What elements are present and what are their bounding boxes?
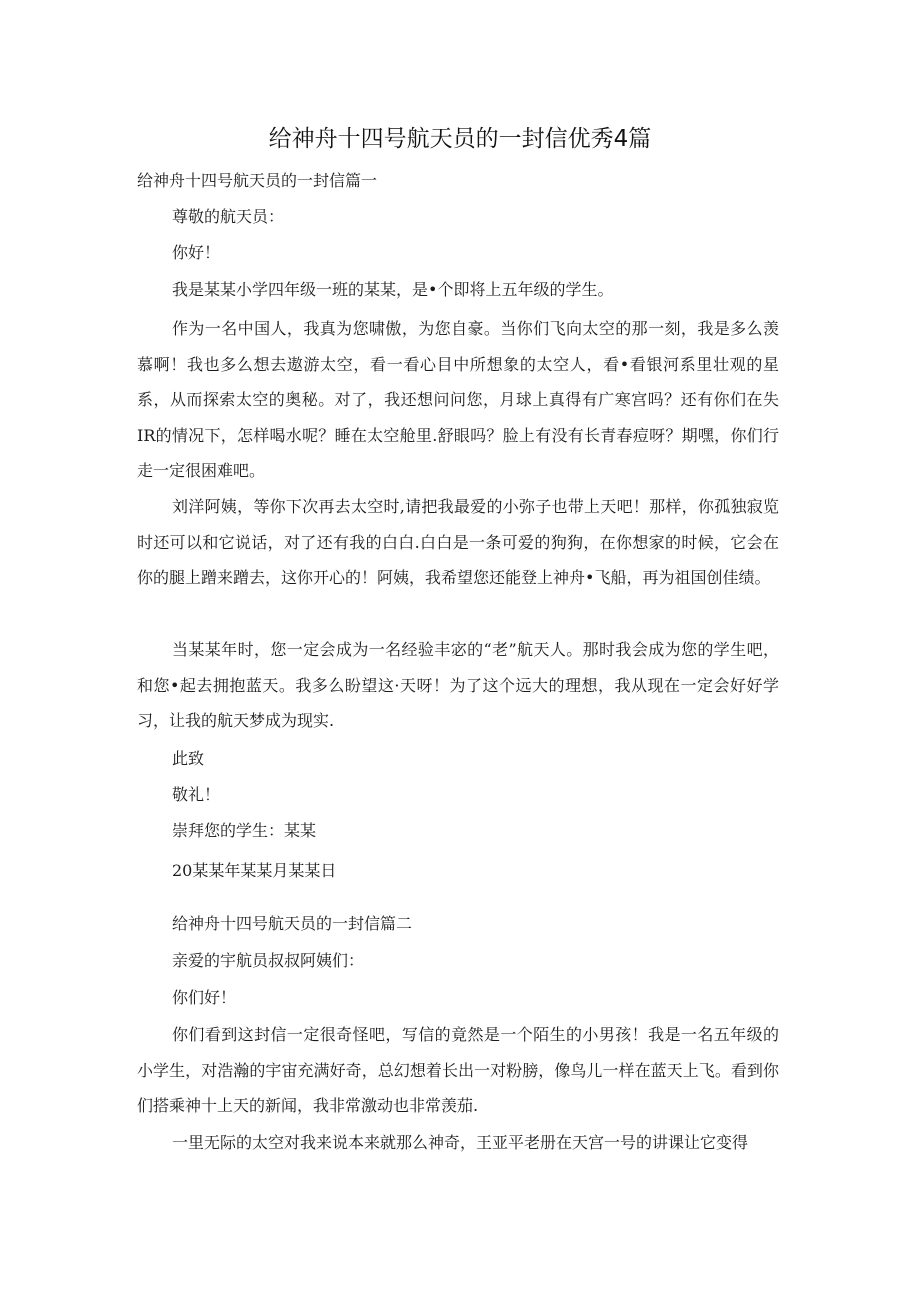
- letter1-closing-2: 敬礼！: [172, 785, 221, 804]
- letter2-paragraph-2: 一里无际的太空对我来说本来就那么神奇，王亚平老册在天宫一号的讲课让它变得: [172, 1133, 749, 1152]
- letter1-signature: 崇拜您的学生：某某: [172, 821, 317, 840]
- letter1-salutation: 尊敬的航天员：: [172, 207, 285, 226]
- letter1-heading: 给神舟十四号航天员的一封信篇一: [137, 171, 378, 190]
- letter2-salutation: 亲爱的宇航员叔叔阿姨们：: [172, 951, 365, 970]
- letter1-paragraph-1: 我是某某小学四年级一班的某某，是•个即将上五年级的学生。: [172, 280, 614, 299]
- letter1-greeting: 你好！: [172, 243, 221, 262]
- letter2-greeting: 你们好！: [172, 988, 237, 1007]
- letter2-paragraph-1: 你们看到这封信一定很奇怪吧，写信的竟然是一个陌生的小男孩！我是一名五年级的小学生，对浩瀚的宇宙充满好奇，总幻想着长出一对粉膀，像鸟儿一样在蓝天上飞。看到你们搭乘神十上天的新闻，我非常激动也非常羡茄.: [137, 1025, 779, 1115]
- letter1-closing-1: 此致: [172, 749, 205, 768]
- letter1-paragraph-3: 刘洋阿姨，等你下次再去太空时,请把我最爱的小弥子也带上天吧！那样，你孤独寂览时还可以和它说话，对了还有我的白白.白白是一条可爱的狗狗，在你想家的时候，它会在你的腿上蹭来蹭去，这你开心的！阿姨，我希望您还能登上神舟•飞船，再为祖国创佳绩。: [137, 497, 779, 587]
- document-title: 给神舟十四号航天员的一封信优秀4篇: [268, 126, 652, 152]
- letter1-paragraph-2: 作为一名中国人，我真为您啸傲，为您自豪。当你们飞向太空的那一刻，我是多么羡慕啊！我也多么想去遨游太空，看一看心目中所想象的太空人，看•看银河系里壮观的星系，从而探索太空的奥秘。对了，我还想问问您，月球上真得有广寒宫吗？还有你们在失IR的情况下，怎样喝水呢？睡在太空舱里.舒眼吗？脸上有没有长青春痘呀？期嘿，你们行走一定很困难吧。: [137, 319, 779, 480]
- letter1-paragraph-4: 当某某年时，您一定会成为一名经验丰宓的“老”航天人。那时我会成为您的学生吧，和您•起去拥抱蓝天。我多么盼望这·天呀！为了这个远大的理想，我从现在一定会好好学习，让我的航天梦成为现实.: [137, 640, 779, 730]
- letter2-heading: 给神舟十四号航天员的一封信篇二: [172, 914, 413, 933]
- letter1-date: 20某某年某某月某某日: [172, 861, 337, 880]
